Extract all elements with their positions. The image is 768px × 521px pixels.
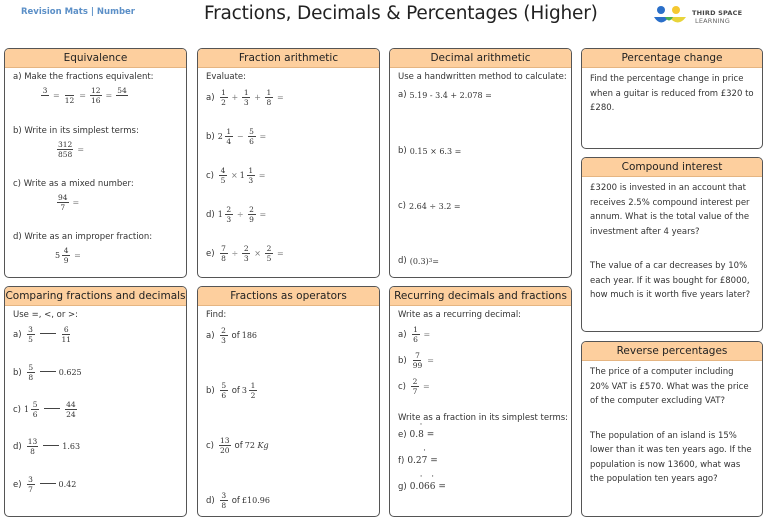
card-title: Equivalence xyxy=(5,49,186,68)
card-equivalence xyxy=(4,48,187,278)
question-f: f) 0.2 7 ˙ = xyxy=(398,456,438,466)
question-d: d) 1 $\frac{2}{3}$ ÷ $\frac{2}{9}$ = xyxy=(206,205,267,224)
card-title: Comparing fractions and decimals xyxy=(5,287,186,306)
question-e: e) $\frac{7}{8}$ ÷ $\frac{2}{3}$ × $\frac{2}{5}$ = xyxy=(206,244,284,263)
question-c: c) $\frac{4}{5}$ × 1 $\frac{1}{3}$ = xyxy=(206,166,266,185)
question-a: a) $\frac{1}{2}$ + $\frac{1}{3}$ + $\frac{1}{8}$ = xyxy=(206,88,284,107)
card-decimal-arithmetic xyxy=(389,48,572,278)
intro-text: Evaluate: xyxy=(206,72,246,82)
card-title: Percentage change xyxy=(582,49,762,68)
card-title: Fractions as operators xyxy=(198,287,379,306)
question-2-text: The population of an island is 15% lower than it was ten years ago. If the population is now 13600, what was the population ten years ago? xyxy=(590,430,752,484)
question-2-text: The value of a car decreases by 10% each year. If it was bought for £8000, how much is it worth five years later? xyxy=(590,261,751,300)
question-d: d) (0.3) 3 = xyxy=(398,256,439,266)
question-a: a) $\frac{2}{3}$ of 186 xyxy=(206,326,258,345)
question-b: b) 2 $\frac{1}{4}$ − $\frac{5}{6}$ = xyxy=(206,127,267,146)
card-recurring-decimals xyxy=(389,286,572,517)
card-title: Reverse percentages xyxy=(582,342,762,361)
question-text: Find the percentage change in price when a guitar is reduced from £320 to £280. xyxy=(590,74,754,113)
card-fractions-as-operators xyxy=(197,286,380,517)
question-a: a) $\frac{1}{6}$ = xyxy=(398,325,431,344)
card-title: Compound interest xyxy=(582,158,762,177)
card-percentage-change xyxy=(581,48,763,149)
question-g: g) 0. 0 ˙ 6 6 ˙ = xyxy=(398,482,446,492)
intro-text: Use a handwritten method to calculate: xyxy=(398,72,567,82)
question-d-text: d) Write as an improper fraction: xyxy=(13,232,153,242)
card-title: Recurring decimals and fractions xyxy=(390,287,571,306)
logo-text: THIRD SPACE LEARNING xyxy=(692,9,743,25)
question-b: b) $\frac{5}{6}$ of 3 $\frac{1}{2}$ xyxy=(206,381,256,400)
question-e: e) 0. 8 ˙ = xyxy=(398,430,434,440)
question-c: c) 1 $\frac{5}{6}$ $\frac{44}{24}$ xyxy=(13,400,76,419)
header xyxy=(0,0,768,44)
question-c-math: $\frac{94}{7}$ = xyxy=(58,193,80,212)
question-c: c) $\frac{13}{20}$ of 72 Kg xyxy=(206,436,269,455)
breadcrumb: Revision Mats | Number xyxy=(21,7,135,17)
question-d: d) $\frac{13}{8}$ 1.63 xyxy=(13,437,81,456)
card-fraction-arithmetic xyxy=(197,48,380,278)
question-b: b) 0.15 × 6.3 = xyxy=(398,146,462,156)
question-d: d) $\frac{3}{8}$ of £10.96 xyxy=(206,491,270,510)
card-title: Fraction arithmetic xyxy=(198,49,379,68)
question-a: a) $\frac{3}{5}$ $\frac{6}{11}$ xyxy=(13,325,72,344)
intro-text: Use =, <, or >: xyxy=(13,310,79,320)
brand-logo xyxy=(652,4,762,30)
intro-text-2: Write as a fraction in its simplest terms: xyxy=(398,413,569,423)
question-b: b) $\frac{7}{99}$ = xyxy=(398,351,434,370)
card-comparing-fractions-decimals xyxy=(4,286,187,517)
intro-text: Find: xyxy=(206,310,227,320)
question-1-text: £3200 is invested in an account that receives 2.5% compound interest per annum. What is the total value of the investment after 4 years? xyxy=(590,183,750,237)
card-title: Decimal arithmetic xyxy=(390,49,571,68)
question-d-math: 5 $\frac{4}{9}$ = xyxy=(55,246,81,265)
question-c: c) 2.64 ÷ 3.2 = xyxy=(398,201,461,211)
card-reverse-percentages xyxy=(581,341,763,517)
question-e: e) $\frac{3}{7}$ 0.42 xyxy=(13,475,77,494)
question-a-math: 3 = 12 = $\frac{12}{16}$ = 54 xyxy=(42,86,127,105)
intro-text-1: Write as a recurring decimal: xyxy=(398,310,522,320)
question-b: b) $\frac{5}{8}$ 0.625 xyxy=(13,363,82,382)
third-space-learning-logo-icon xyxy=(652,4,688,30)
question-a: a) 5.19 - 3.4 + 2.078 = xyxy=(398,90,492,100)
question-1-text: The price of a computer including 20% VAT is £570. What was the price of the computer excluding VAT? xyxy=(590,367,749,406)
page-title: Fractions, Decimals & Percentages (Higher) xyxy=(204,3,598,24)
question-c: c) $\frac{2}{7}$ = xyxy=(398,377,430,396)
question-b-text: b) Write in its simplest terms: xyxy=(13,126,139,136)
card-compound-interest xyxy=(581,157,763,332)
question-c-text: c) Write as a mixed number: xyxy=(13,179,134,189)
question-a-text: a) Make the fractions equivalent: xyxy=(13,72,154,82)
question-b-math: $\frac{312}{858}$ = xyxy=(58,140,85,159)
